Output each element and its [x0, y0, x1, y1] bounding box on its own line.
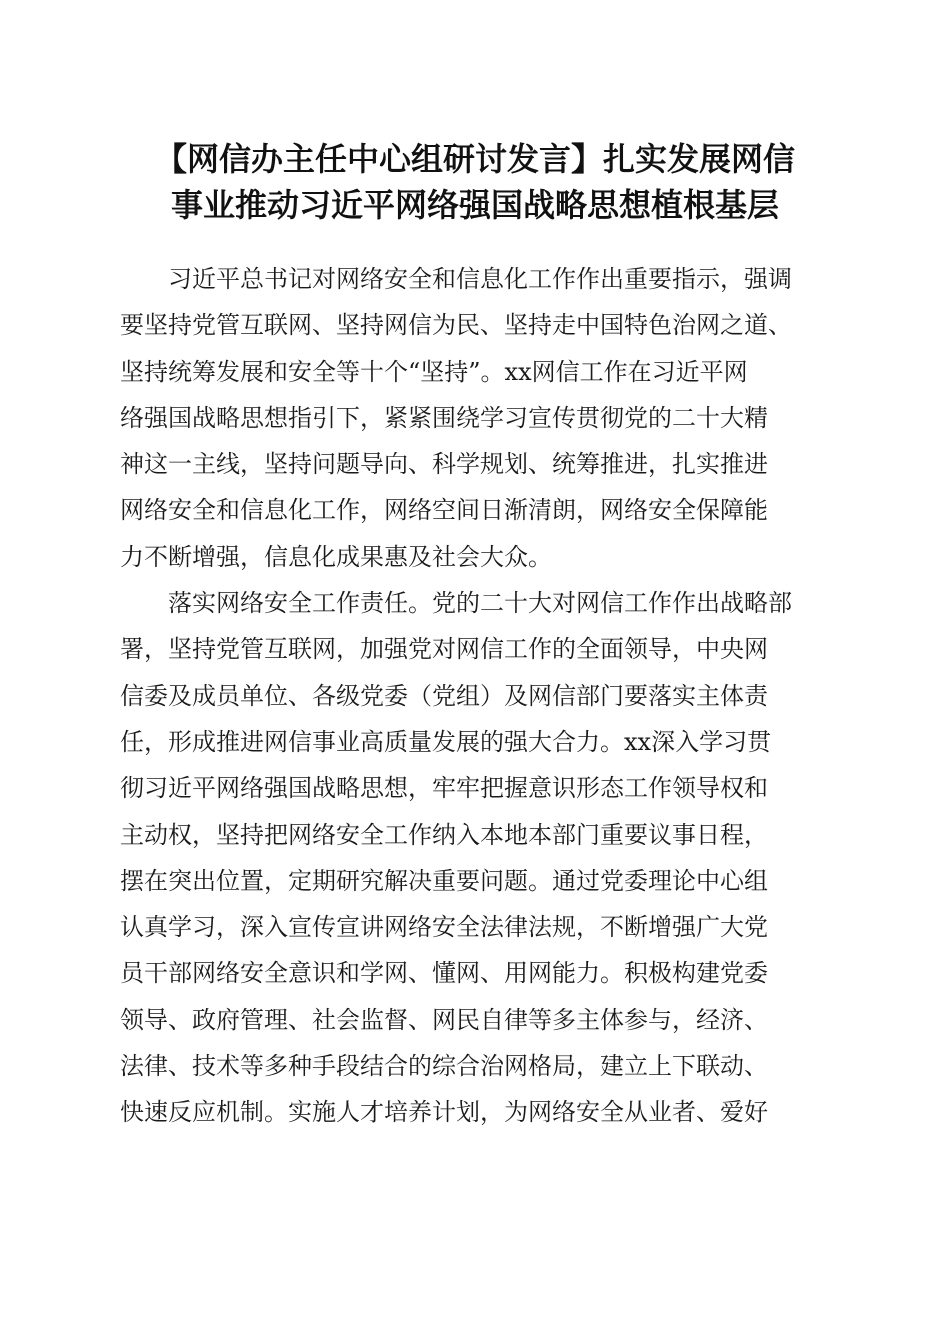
paragraph-line: 领导、政府管理、社会监督、网民自律等多主体参与，经济、	[120, 1005, 768, 1034]
paragraph-line: 认真学习，深入宣传宣讲网络安全法律法规，不断增强广大党	[120, 913, 768, 942]
paragraph-line: 网络安全和信息化工作，网络空间日渐清朗，网络安全保障能	[120, 496, 768, 525]
paragraph-line: 法律、技术等多种手段结合的综合治网格局，建立上下联动、	[120, 1052, 768, 1081]
document-body	[120, 256, 830, 1136]
paragraph-1	[120, 256, 830, 580]
title-line: 事业推动习近平网络强国战略思想植根基层	[170, 186, 779, 224]
paragraph-line: 坚持统筹发展和安全等十个“坚持”。xx网信工作在习近平网	[120, 357, 748, 386]
paragraph-line: 彻习近平网络强国战略思想，牢牢把握意识形态工作领导权和	[120, 774, 768, 803]
paragraph-line: 任，形成推进网信事业高质量发展的强大合力。xx深入学习贯	[120, 727, 772, 756]
title-line: 【网信办主任中心组研讨发言】扎实发展网信	[154, 140, 795, 178]
paragraph-line: 习近平总书记对网络安全和信息化工作作出重要指示，强调	[168, 265, 792, 293]
paragraph-line: 络强国战略思想指引下，紧紧围绕学习宣传贯彻党的二十大精	[120, 403, 768, 432]
paragraph-line: 信委及成员单位、各级党委（党组）及网信部门要落实主体责	[120, 681, 768, 710]
paragraph-line: 主动权，坚持把网络安全工作纳入本地本部门重要议事日程，	[120, 820, 768, 849]
paragraph-line: 署，坚持党管互联网，加强党对网信工作的全面领导，中央网	[120, 635, 768, 664]
paragraph-line: 力不断增强，信息化成果惠及社会大众。	[120, 542, 552, 571]
paragraph-line: 员干部网络安全意识和学网、懂网、用网能力。积极构建党委	[120, 959, 768, 988]
paragraph-2	[120, 580, 830, 1136]
paragraph-line: 落实网络安全工作责任。党的二十大对网信工作作出战略部	[168, 589, 792, 618]
document-title	[100, 136, 850, 228]
paragraph-line: 快速反应机制。实施人才培养计划，为网络安全从业者、爱好	[120, 1098, 768, 1127]
paragraph-line: 要坚持党管互联网、坚持网信为民、坚持走中国特色治网之道、	[120, 311, 792, 340]
paragraph-line: 摆在突出位置，定期研究解决重要问题。通过党委理论中心组	[120, 866, 768, 895]
paragraph-line: 神这一主线，坚持问题导向、科学规划、统筹推进，扎实推进	[120, 450, 768, 479]
